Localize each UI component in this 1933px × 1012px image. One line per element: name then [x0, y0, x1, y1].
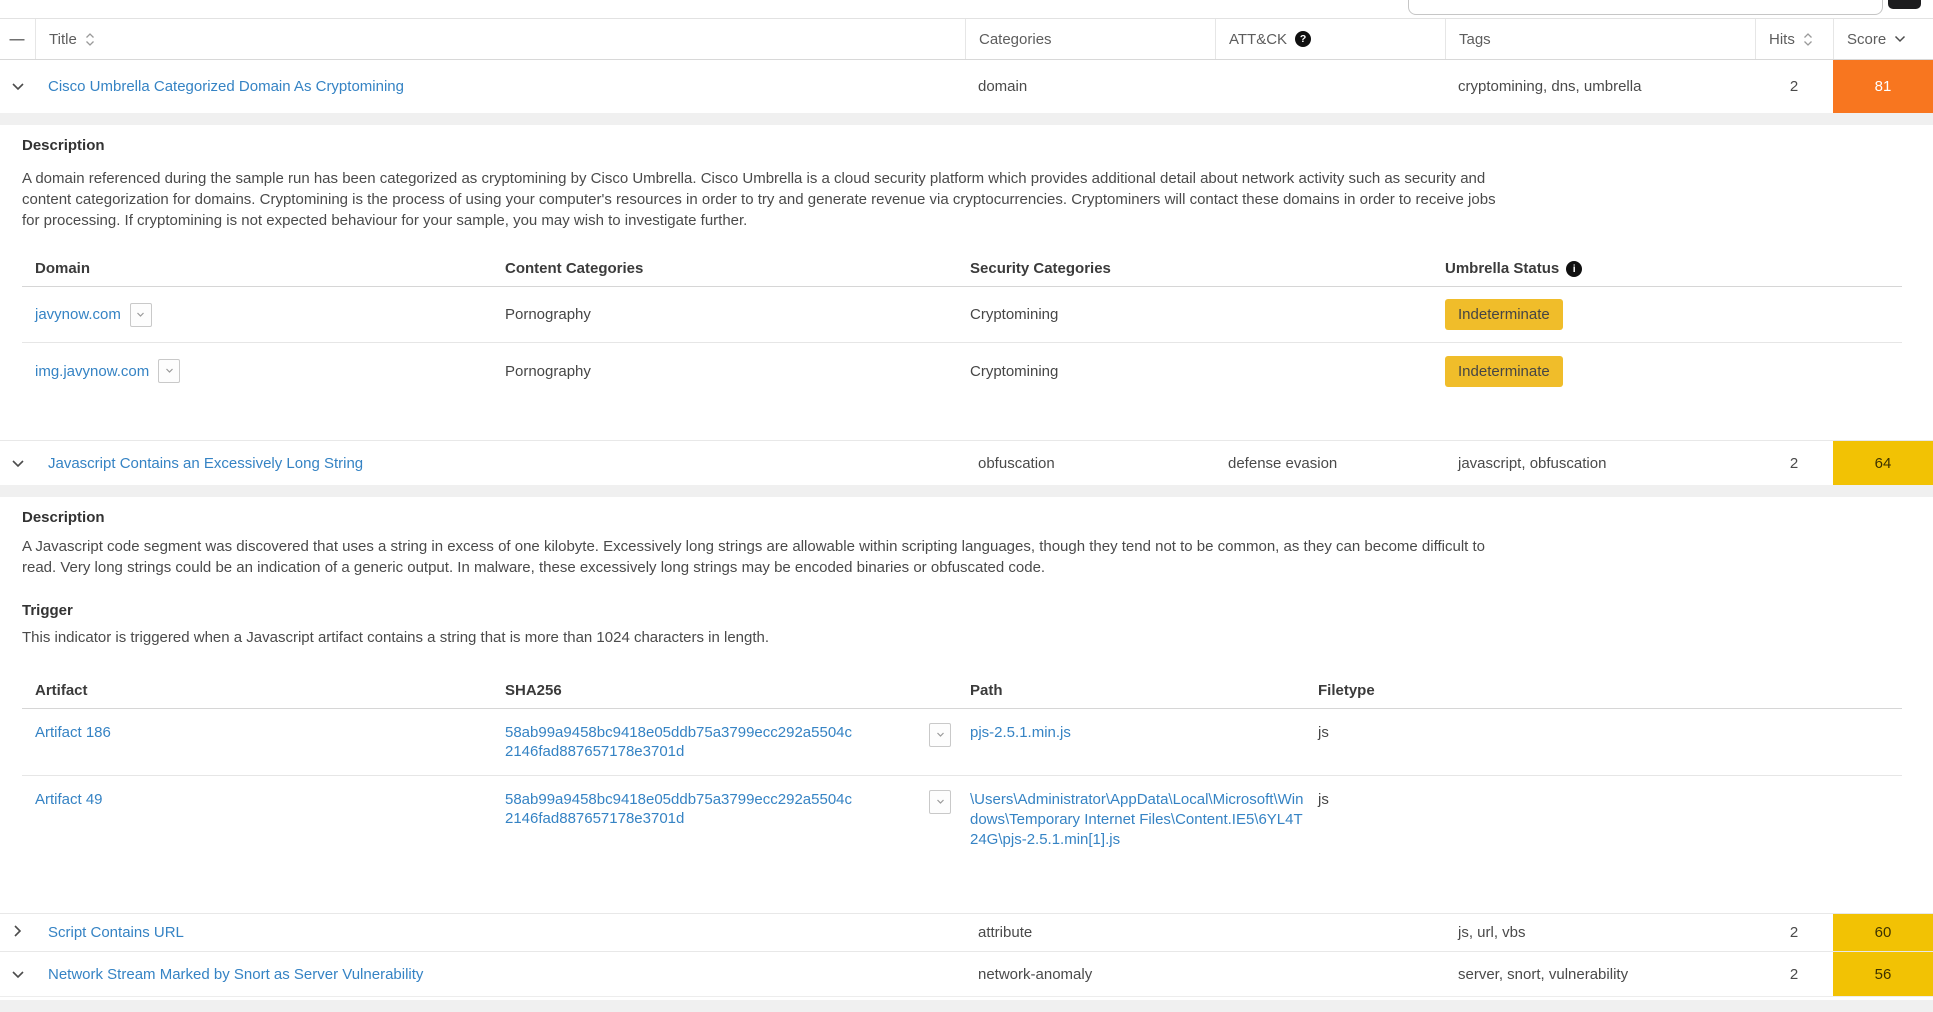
indicator-title[interactable]: Script Contains URL — [48, 924, 184, 941]
chevron-down-icon — [11, 966, 25, 983]
umbrella-domains-table — [22, 251, 1902, 399]
score-badge: 64 — [1833, 441, 1933, 485]
indicator-title[interactable]: Javascript Contains an Excessively Long String — [48, 454, 364, 472]
umbrella-status-badge: Indeterminate — [1445, 356, 1563, 387]
sha256-link[interactable]: 58ab99a9458bc9418e05ddb75a3799ecc292a5504c2146fad887657178e3701d — [505, 791, 853, 827]
indicator-hits: 2 — [1789, 965, 1799, 983]
column-header-artifact: Artifact — [35, 682, 88, 699]
domain-row — [22, 343, 1902, 399]
indicator-categories: attribute — [978, 924, 1033, 941]
indicator-attack — [1215, 952, 1445, 996]
umbrella-status-label: Umbrella Status — [1445, 260, 1560, 277]
indicator-details — [0, 497, 1933, 913]
domain-link[interactable]: img.javynow.com — [35, 362, 150, 380]
topbar — [0, 0, 1933, 18]
indicator-row — [0, 913, 1933, 952]
content-categories-value: Pornography — [505, 306, 591, 323]
artifacts-table — [22, 673, 1902, 864]
chevron-right-icon — [13, 924, 22, 942]
column-header-domain: Domain — [35, 260, 91, 277]
indicator-tags: js, url, vbs — [1458, 924, 1526, 941]
column-attack-label: ATT&CK — [1229, 30, 1288, 48]
column-header-title[interactable] — [35, 19, 965, 59]
sha256-actions-dropdown[interactable] — [929, 723, 951, 747]
domain-actions-dropdown[interactable] — [158, 359, 180, 383]
domain-actions-dropdown[interactable] — [130, 303, 152, 327]
chevron-down-icon — [11, 455, 25, 472]
expand-row-button[interactable] — [0, 914, 35, 951]
column-header-filetype: Filetype — [1318, 682, 1375, 699]
artifacts-table-header — [22, 673, 1902, 709]
sort-both-icon — [1803, 32, 1813, 47]
column-header-umbrella-status — [1432, 251, 1902, 286]
security-categories-value: Cryptomining — [970, 306, 1059, 323]
indicator-title-link[interactable] — [35, 914, 965, 951]
collapse-all-control[interactable] — [0, 19, 35, 59]
section-divider — [0, 485, 1933, 497]
path-link[interactable]: pjs-2.5.1.min.js — [970, 724, 1071, 741]
indicator-details — [0, 125, 1933, 440]
indicator-tags: server, snort, vulnerability — [1458, 965, 1629, 983]
indicators-table-header — [0, 18, 1933, 60]
trigger-heading: Trigger — [22, 602, 73, 619]
column-header-score[interactable] — [1833, 19, 1933, 59]
indicator-attack — [1215, 914, 1445, 951]
minus-icon: — — [9, 30, 26, 48]
column-tags-label: Tags — [1459, 30, 1491, 48]
indicator-categories: network-anomaly — [978, 965, 1093, 983]
column-header-categories — [965, 19, 1215, 59]
column-categories-label: Categories — [979, 30, 1052, 48]
indicator-attack: defense evasion — [1228, 454, 1338, 472]
description-text: A Javascript code segment was discovered that uses a string in excess of one kilobyte. Excessively long strings are allowable within scripting languages, though they tend not to be common, as they can become difficult to read. Very long strings could be an indication of a generic output. In malware, these excessively long strings may be encoded binaries or obfuscated code. — [22, 538, 1486, 576]
artifact-row — [22, 709, 1902, 776]
indicator-categories: obfuscation — [978, 454, 1055, 472]
column-header-hits[interactable] — [1755, 19, 1833, 59]
info-icon[interactable]: i — [1566, 261, 1582, 277]
score-badge: 60 — [1833, 914, 1933, 951]
indicator-title[interactable]: Network Stream Marked by Snort as Server Vulnerability — [48, 965, 424, 983]
indicator-row — [0, 60, 1933, 113]
collapse-row-button[interactable] — [0, 441, 35, 485]
indicator-hits: 2 — [1789, 78, 1799, 95]
section-divider — [0, 113, 1933, 125]
umbrella-status-badge: Indeterminate — [1445, 299, 1563, 330]
indicator-tags: javascript, obfuscation — [1458, 454, 1607, 472]
path-link[interactable]: \Users\Administrator\AppData\Local\Microsoft\Windows\Temporary Internet Files\Content.IE5\6YL4T24G\pjs-2.5.1.min[1].js — [970, 791, 1304, 848]
collapse-row-button[interactable] — [0, 60, 35, 113]
collapse-row-button[interactable] — [0, 952, 35, 996]
column-header-security-categories: Security Categories — [970, 260, 1111, 277]
score-badge: 56 — [1833, 952, 1933, 996]
indicator-title[interactable]: Cisco Umbrella Categorized Domain As Cryptomining — [48, 78, 404, 95]
description-heading: Description — [22, 509, 105, 526]
view-options-button[interactable] — [1888, 0, 1921, 9]
indicator-attack — [1215, 60, 1445, 113]
content-categories-value: Pornography — [505, 362, 591, 380]
indicator-title-link[interactable] — [35, 60, 965, 113]
column-hits-label: Hits — [1769, 30, 1795, 48]
sha256-link[interactable]: 58ab99a9458bc9418e05ddb75a3799ecc292a5504c2146fad887657178e3701d — [505, 724, 853, 760]
indicator-categories: domain — [978, 78, 1028, 95]
help-icon[interactable]: ? — [1295, 31, 1311, 47]
search-input[interactable] — [1408, 0, 1883, 15]
description-text: A domain referenced during the sample run has been categorized as cryptomining by Cisco Umbrella. Cisco Umbrella is a cloud security platform which provides additional detail about network activity such as security and content categorization for domains. Cryptomining is the process of using your computer's resources in order to try and generate revenue via cryptocurrencies. Cryptominers will contact these domains in order to receive jobs for processing. If cryptomining is not expected behaviour for your sample, you may wish to investigate further. — [22, 170, 1496, 229]
column-title-label: Title — [49, 30, 77, 48]
domain-link[interactable]: javynow.com — [35, 306, 121, 323]
column-header-content-categories: Content Categories — [505, 260, 644, 277]
description-heading: Description — [22, 137, 105, 154]
column-header-sha256: SHA256 — [505, 682, 562, 699]
domain-row — [22, 287, 1902, 343]
security-categories-value: Cryptomining — [970, 362, 1059, 380]
artifact-link[interactable]: Artifact 186 — [35, 724, 111, 741]
section-divider — [0, 1000, 1933, 1012]
indicator-row — [0, 952, 1933, 997]
indicator-row — [0, 440, 1933, 485]
artifact-row — [22, 776, 1902, 864]
chevron-down-icon — [11, 78, 25, 95]
column-header-tags — [1445, 19, 1755, 59]
indicator-tags: cryptomining, dns, umbrella — [1458, 78, 1642, 95]
column-header-attack — [1215, 19, 1445, 59]
indicator-title-link[interactable] — [35, 441, 965, 485]
indicator-hits: 2 — [1789, 454, 1799, 472]
artifact-link[interactable]: Artifact 49 — [35, 791, 103, 808]
column-header-path: Path — [970, 682, 1003, 699]
indicator-title-link[interactable] — [35, 952, 965, 996]
filetype-value: js — [1318, 791, 1329, 808]
sort-both-icon — [85, 32, 95, 47]
column-score-label: Score — [1847, 30, 1887, 48]
score-badge: 81 — [1833, 60, 1933, 113]
trigger-text: This indicator is triggered when a Javascript artifact contains a string that is more than 1024 characters in length. — [22, 629, 770, 646]
umbrella-table-header — [22, 251, 1902, 287]
filetype-value: js — [1318, 724, 1329, 741]
sort-descending-icon — [1894, 35, 1906, 43]
sha256-actions-dropdown[interactable] — [929, 790, 951, 814]
indicator-hits: 2 — [1789, 924, 1799, 941]
